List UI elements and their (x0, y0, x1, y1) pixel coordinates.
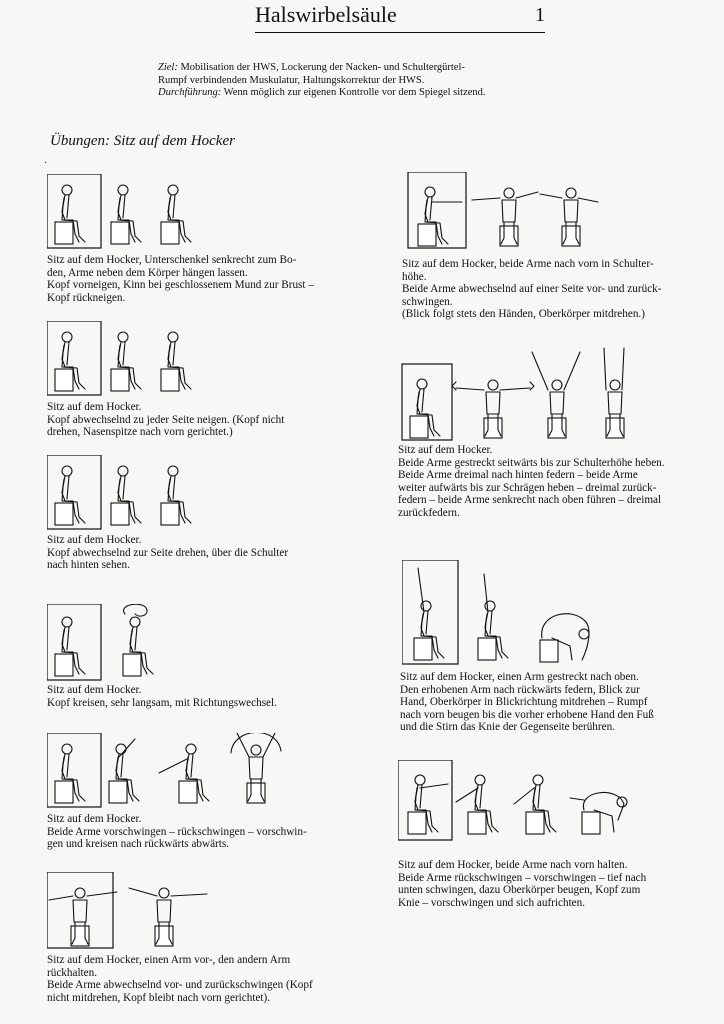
exercise-right-3 (402, 560, 717, 740)
caption-line: nach hinten sehen. (47, 559, 130, 572)
exercise-right-2 (398, 346, 718, 536)
caption-line: Sitz auf dem Hocker. (47, 401, 142, 413)
method-text: Wenn möglich zur eigenen Kontrolle vor dem Spiegel sitzend. (223, 87, 486, 98)
exercise-illustration (402, 560, 632, 670)
method-label: Durchführung: (158, 87, 222, 98)
exercise-illustration (47, 455, 247, 535)
exercise-illustration (398, 760, 638, 850)
goal-line-2: Rumpf verbindenden Muskulatur, Haltungskorrektur der HWS. (158, 74, 425, 86)
caption-line: Beide Arme dreimal nach hinten federn – beide Arme (398, 469, 638, 482)
caption-line: Hand, Oberkörper in Blickrichtung mitdrehen – Rumpf (400, 696, 648, 709)
caption-line: Kopf abwechselnd zu jeder Seite neigen. (Kopf nicht (47, 413, 285, 426)
caption-line: federn – beide Arme senkrecht nach oben führen – dreimal (398, 494, 662, 507)
caption-line: Kopf kreisen, sehr langsam, mit Richtungswechsel. (47, 696, 277, 709)
goal-label: Ziel: (158, 62, 178, 73)
section-heading: Übungen: Sitz auf dem Hocker (50, 133, 235, 149)
caption-line: gen und kreisen nach rückwärts abwärts. (47, 838, 230, 851)
caption-line: höhe. (402, 270, 427, 283)
caption-line: Sitz auf dem Hocker. (47, 813, 142, 825)
caption-line: Den erhobenen Arm nach rückwärts federn, Blick zur (400, 683, 640, 696)
exercise-left-1 (47, 174, 357, 304)
exercise-illustration (402, 172, 612, 252)
caption-line: und die Stirn das Knie der Gegenseite berühren. (400, 721, 615, 734)
caption-line: Sitz auf dem Hocker. (398, 444, 493, 456)
exercise-left-3 (47, 455, 357, 580)
caption-line: rückhalten. (47, 966, 98, 979)
exercise-illustration (398, 346, 658, 446)
caption-line: weiter aufwärts bis zur Schrägen heben – dreimal zurück- (398, 481, 657, 494)
exercise-left-2 (47, 321, 357, 446)
caption-line: Sitz auf dem Hocker, einen Arm gestreckt nach oben. (400, 671, 639, 683)
page-title-bar (255, 2, 545, 33)
exercise-right-4 (398, 760, 718, 920)
exercise-illustration (47, 321, 247, 401)
exercise-left-4 (47, 604, 357, 714)
exercise-illustration (47, 604, 247, 684)
exercise-left-5 (47, 733, 357, 858)
caption-line: Sitz auf dem Hocker, einen Arm vor-, den andern Arm (47, 954, 291, 966)
caption-line: Sitz auf dem Hocker, beide Arme nach vorn halten. (398, 859, 628, 871)
caption-line: Beide Arme gestreckt seitwärts bis zur Schulterhöhe heben. (398, 456, 665, 469)
rotation-arrow-icon (124, 604, 148, 616)
caption-line: zurückfedern. (398, 506, 460, 519)
page-title: Halswirbelsäule (255, 2, 397, 27)
intro-block (158, 62, 578, 100)
caption-line: nicht mitdrehen, Kopf bleibt nach vorn gerichtet). (47, 991, 271, 1004)
caption-line: nach vorn beugen bis die vorher erhobene Hand den Fuß (400, 708, 654, 721)
page-number: 1 (535, 4, 545, 26)
caption-line: Kopf vorneigen, Kinn bei geschlossenem Mund zur Brust – (47, 279, 314, 292)
exercise-left-6 (47, 872, 357, 1012)
caption-line: Sitz auf dem Hocker. (47, 534, 142, 546)
caption-line: Sitz auf dem Hocker, Unterschenkel senkrecht zum Bo- (47, 254, 297, 266)
caption-line: Kopf abwechselnd zur Seite drehen, über die Schulter (47, 546, 289, 559)
caption-line: Beide Arme abwechselnd vor- und zurückschwingen (Kopf (47, 979, 313, 992)
caption-line: Beide Arme rückschwingen – vorschwingen – tief nach (398, 871, 647, 884)
exercise-illustration (47, 174, 247, 254)
caption-line: unten schwingen, dazu Oberkörper beugen, Kopf zum (398, 884, 641, 897)
goal-line-1: Mobilisation der HWS, Lockerung der Nacken- und Schultergürtel- (180, 62, 465, 73)
exercise-right-1 (402, 172, 717, 327)
caption-line: schwingen. (402, 295, 453, 308)
caption-line: drehen, Nasenspitze nach vorn gerichtet.) (47, 426, 233, 439)
caption-line: (Blick folgt stets den Händen, Oberkörper mitdrehen.) (402, 308, 645, 321)
caption-line: Kopf rückneigen. (47, 291, 126, 304)
caption-line: Beide Arme vorschwingen – rückschwingen – vorschwin- (47, 825, 307, 838)
caption-line: den, Arme neben dem Körper hängen lassen. (47, 266, 248, 279)
caption-line: Sitz auf dem Hocker, beide Arme nach vorn in Schulter- (402, 258, 654, 270)
caption-line: Knie – vorschwingen und sich aufrichten. (398, 896, 586, 909)
exercise-illustration (47, 733, 307, 813)
caption-line: Sitz auf dem Hocker. (47, 684, 142, 696)
caption-line: Beide Arme abwechselnd auf einer Seite vor- und zurück- (402, 283, 662, 296)
exercise-illustration (47, 872, 267, 952)
stray-mark: · (44, 158, 48, 169)
